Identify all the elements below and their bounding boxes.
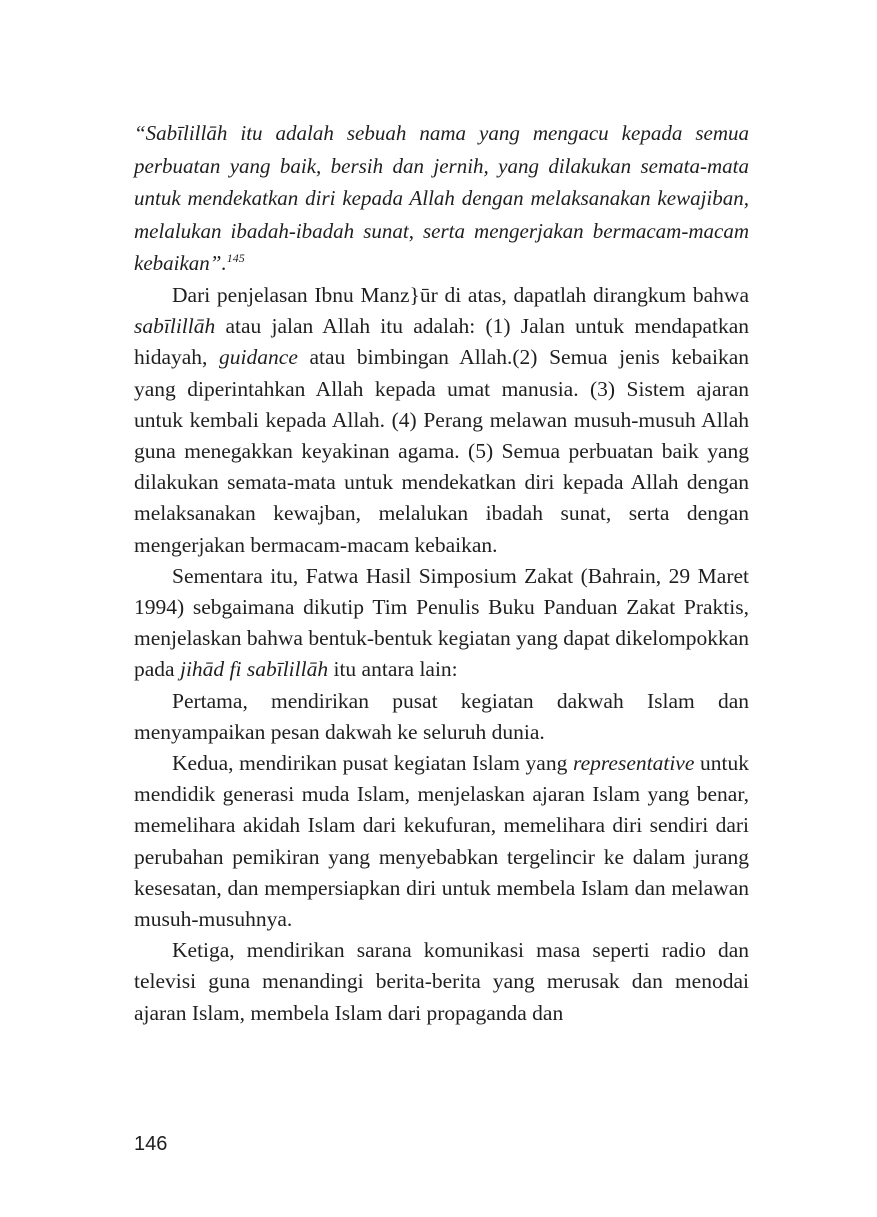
paragraph-text: Sementara itu, Fatwa Hasil Simposium Zakat (Bahrain, 29 Maret 1994) sebgaimana dikutip Tim Penulis Buku Panduan Zakat Praktis, menjelaskan bahwa bentuk-bentuk kegiatan yang dapat dikelompokkan pada (134, 563, 749, 682)
body-text (134, 280, 749, 1029)
paragraph-text: untuk mendidik generasi muda Islam, menjelaskan ajaran Islam yang benar, memelihara akidah Islam dari kekufuran, memelihara diri sendiri dari perubahan pemikiran yang menyebabkan tergelincir ke dalam jurang kesesatan, dan mempersiapkan diri untuk membela Islam dan melawan musuh-musuhnya. (134, 751, 750, 932)
paragraph-text: atau jalan Allah itu adalah: (1) Jalan untuk mendapatkan hidayah, (134, 314, 749, 370)
paragraph-summary (134, 280, 749, 561)
quote-text: “Sabīlillāh itu adalah sebuah nama yang mengacu kepada semua perbuatan yang baik, bersih dan jernih, yang dilakukan semata-mata untuk mendekatkan diri kepada Allah dengan melaksanakan kewajiban, melalukan ibadah-ibadah sunat, serta mengerjakan bermacam-macam kebaikan”. (134, 121, 749, 275)
italic-term: guidance (219, 345, 298, 370)
paragraph-kedua (134, 748, 749, 935)
paragraph-text: Kedua, mendirikan pusat kegiatan Islam yang (172, 751, 573, 776)
italic-term: representative (573, 751, 695, 776)
italic-term: sabīlillāh (134, 314, 216, 339)
block-quote (134, 117, 749, 280)
paragraph-text: Dari penjelasan Ibnu Manz}ūr di atas, dapatlah dirangkum bahwa (172, 283, 749, 307)
paragraph-ketiga: Ketiga, mendirikan sarana komunikasi masa seperti radio dan televisi guna menandingi berita-berita yang merusak dan menodai ajaran Islam, membela Islam dari propaganda dan (134, 938, 749, 1025)
paragraph-text: atau bimbingan Allah.(2) Semua jenis kebaikan yang diperintahkan Allah kepada umat manusia. (3) Sistem ajaran untuk kembali kepada Allah. (4) Perang melawan musuh-musuh Allah guna menegakkan keyakinan agama. (5) Semua perbuatan baik yang dilakukan semata-mata untuk mendekatkan diri kepada Allah dengan melaksanakan kewajban, melalukan ibadah sunat, serta dengan mengerjakan bermacam-macam kebaikan. (134, 345, 749, 557)
italic-term: jihād fi sabīlillāh (179, 657, 329, 682)
paragraph-text: itu antara lain: (328, 657, 458, 682)
page-number: 146 (134, 1133, 168, 1155)
paragraph-fatwa (134, 561, 749, 686)
paragraph-pertama: Pertama, mendirikan pusat kegiatan dakwah Islam dan menyampaikan pesan dakwah ke seluruh dunia. (134, 688, 749, 744)
footnote-reference: 145 (226, 251, 245, 265)
